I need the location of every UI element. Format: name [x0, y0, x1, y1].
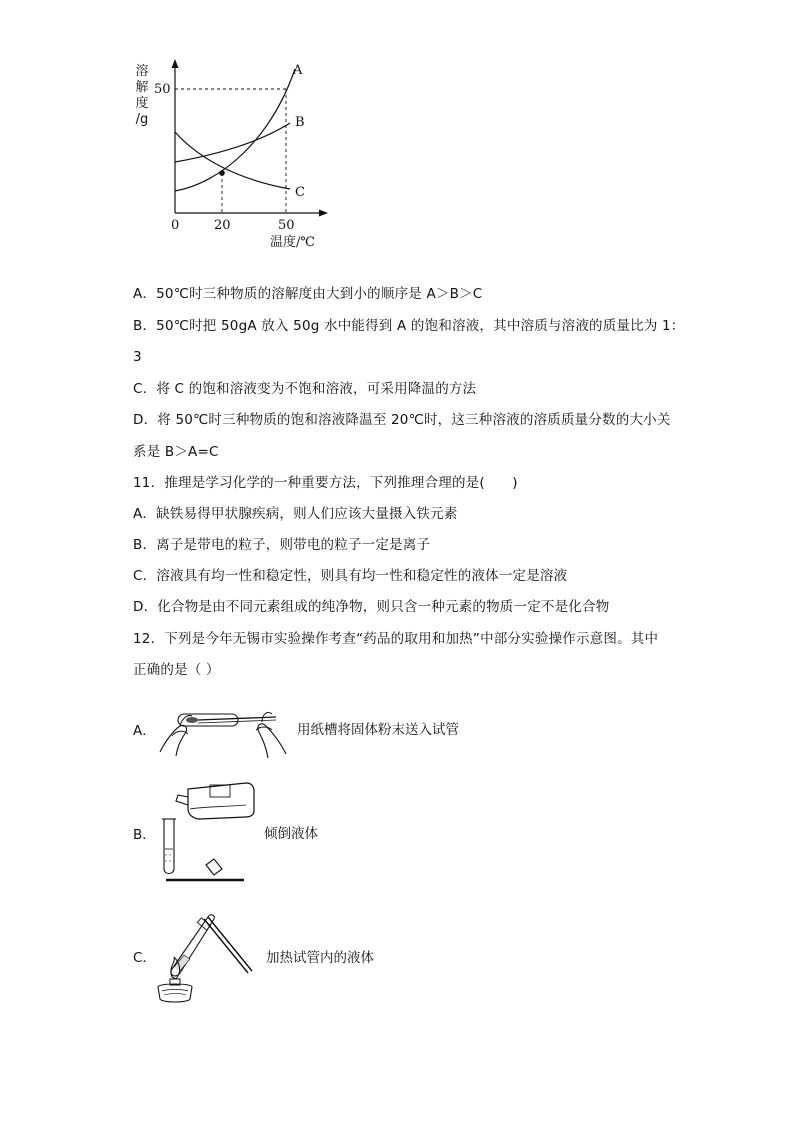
x-axis-arrow: [319, 210, 328, 217]
q10-option-a: A．50℃时三种物质的溶解度由大到小的顺序是 A＞B＞C: [133, 286, 483, 302]
x-tick-0: 0: [171, 218, 180, 233]
q10-option-d-cont: 系是 B＞A=C: [133, 444, 219, 460]
q11-option-d: D．化合物是由不同元素组成的纯净物，则只含一种元素的物质一定不是化合物: [133, 599, 610, 615]
q12-stem-cont: 正确的是（ ）: [133, 662, 220, 678]
q11-option-a: A．缺铁易得甲状腺疾病，则人们应该大量摄入铁元素: [133, 506, 458, 522]
curve-label-b: B: [295, 115, 305, 130]
intersection-point: [219, 170, 225, 176]
curve-c: [175, 132, 290, 189]
q12-option-c-label: C．: [133, 950, 156, 966]
q12-option-a-label: A．: [133, 723, 156, 739]
q12-option-b-caption: 倾倒液体: [264, 826, 318, 842]
curve-b: [175, 123, 290, 162]
q12-option-b-label: B．: [133, 827, 156, 843]
y-axis-arrow: [172, 59, 179, 68]
q10-option-b-cont: 3: [133, 349, 142, 365]
q12-option-c-caption: 加热试管内的液体: [266, 950, 374, 966]
y-tick-50: 50: [154, 82, 171, 97]
pouring-liquid-illustration: [160, 775, 255, 885]
x-tick-50: 50: [278, 218, 295, 233]
paper-trough-illustration: [158, 700, 288, 760]
solubility-graph: [150, 55, 350, 255]
y-label-char: /g: [135, 112, 149, 127]
heating-liquid-illustration: [150, 905, 260, 1005]
y-label-char: 度: [135, 96, 149, 111]
x-axis-label: 温度/℃: [270, 235, 315, 250]
q10-option-c: C．将 C 的饱和溶液变为不饱和溶液，可采用降温的方法: [133, 381, 477, 397]
q12-option-a-caption: 用纸槽将固体粉末送入试管: [297, 722, 459, 738]
q10-option-b: B．50℃时把 50gA 放入 50g 水中能得到 A 的饱和溶液，其中溶质与溶液的质量比为 1：: [133, 318, 685, 334]
y-label-char: 溶: [135, 64, 149, 79]
q11-option-b: B．离子是带电的粒子，则带电的粒子一定是离子: [133, 537, 431, 553]
y-axis-label: [133, 64, 151, 128]
curve-label-a: A: [293, 63, 303, 78]
curve-label-c: C: [295, 185, 305, 200]
q11-option-c: C．溶液具有均一性和稳定性，则具有均一性和稳定性的液体一定是溶液: [133, 568, 568, 584]
y-label-char: 解: [135, 80, 149, 95]
x-tick-20: 20: [214, 218, 231, 233]
q12-stem: 12．下列是今年无锡市实验操作考查“药品的取用和加热”中部分实验操作示意图。其中: [133, 631, 659, 647]
q10-option-d: D．将 50℃时三种物质的饱和溶液降温至 20℃时，这三种溶液的溶质质量分数的大小关: [133, 412, 671, 428]
q11-stem: 11．推理是学习化学的一种重要方法，下列推理合理的是( ): [133, 475, 518, 491]
